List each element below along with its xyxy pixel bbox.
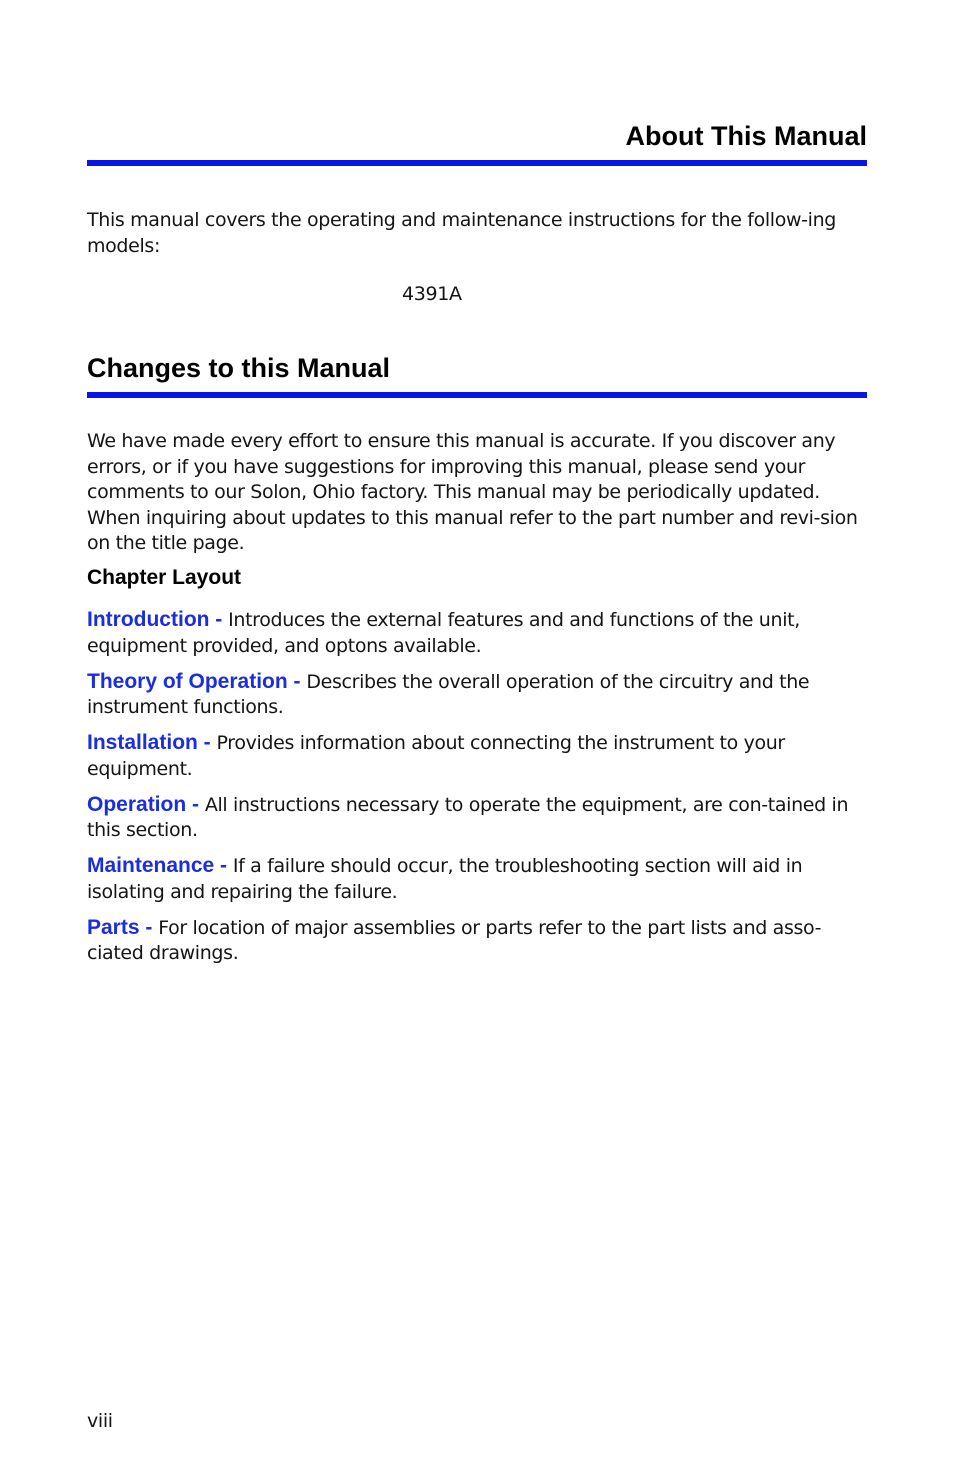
chapter-description: All instructions necessary to operate the equipment, are con-tained in this section.: [87, 793, 849, 841]
chapter-name: Introduction -: [87, 608, 229, 631]
chapter-name: Operation -: [87, 792, 205, 816]
page-number: viii: [87, 1410, 113, 1432]
chapter-description: For location of major assemblies or parts refer to the part lists and asso-ciated drawings.: [87, 916, 822, 964]
chapter-description: If a failure should occur, the troubleshooting section will aid in isolating and repairing the failure.: [87, 855, 803, 903]
chapter-layout-heading: Chapter Layout: [87, 566, 242, 589]
chapter-item-theory-of-operation: [87, 669, 867, 721]
chapter-list: [87, 607, 867, 976]
chapter-name: Maintenance -: [87, 854, 233, 877]
chapter-description: Describes the overall operation of the circuitry and the instrument functions.: [87, 670, 810, 718]
chapter-item-operation: [87, 792, 867, 844]
chapter-item-parts: [87, 915, 867, 967]
model-number: 4391A: [402, 283, 462, 305]
changes-paragraph: We have made every effort to ensure this manual is accurate. If you discover any errors, or if you have suggestions for improving this manual, please send your comments to our Solon, Ohio factory. This manual may be periodically updated. When inquiring about updates to this manual refer to the part number and revi-sion on the title page.: [87, 430, 858, 554]
manual-page: [87, 0, 867, 1475]
chapter-description: Provides information about connecting the instrument to your equipment.: [87, 732, 785, 780]
chapter-name: Theory of Operation -: [87, 669, 307, 693]
chapter-item-introduction: [87, 607, 867, 659]
chapter-description: Introduces the external features and and functions of the unit, equipment provided, and optons available.: [87, 609, 800, 657]
page-title: About This Manual: [625, 121, 867, 151]
chapter-name: Parts -: [87, 915, 159, 939]
changes-divider: [87, 392, 867, 398]
changes-heading: Changes to this Manual: [87, 353, 391, 383]
chapter-item-installation: [87, 730, 867, 782]
chapter-name: Installation -: [87, 731, 217, 754]
intro-paragraph: This manual covers the operating and maintenance instructions for the follow-ing models:: [87, 209, 836, 257]
chapter-item-maintenance: [87, 853, 867, 905]
title-divider: [87, 160, 867, 166]
